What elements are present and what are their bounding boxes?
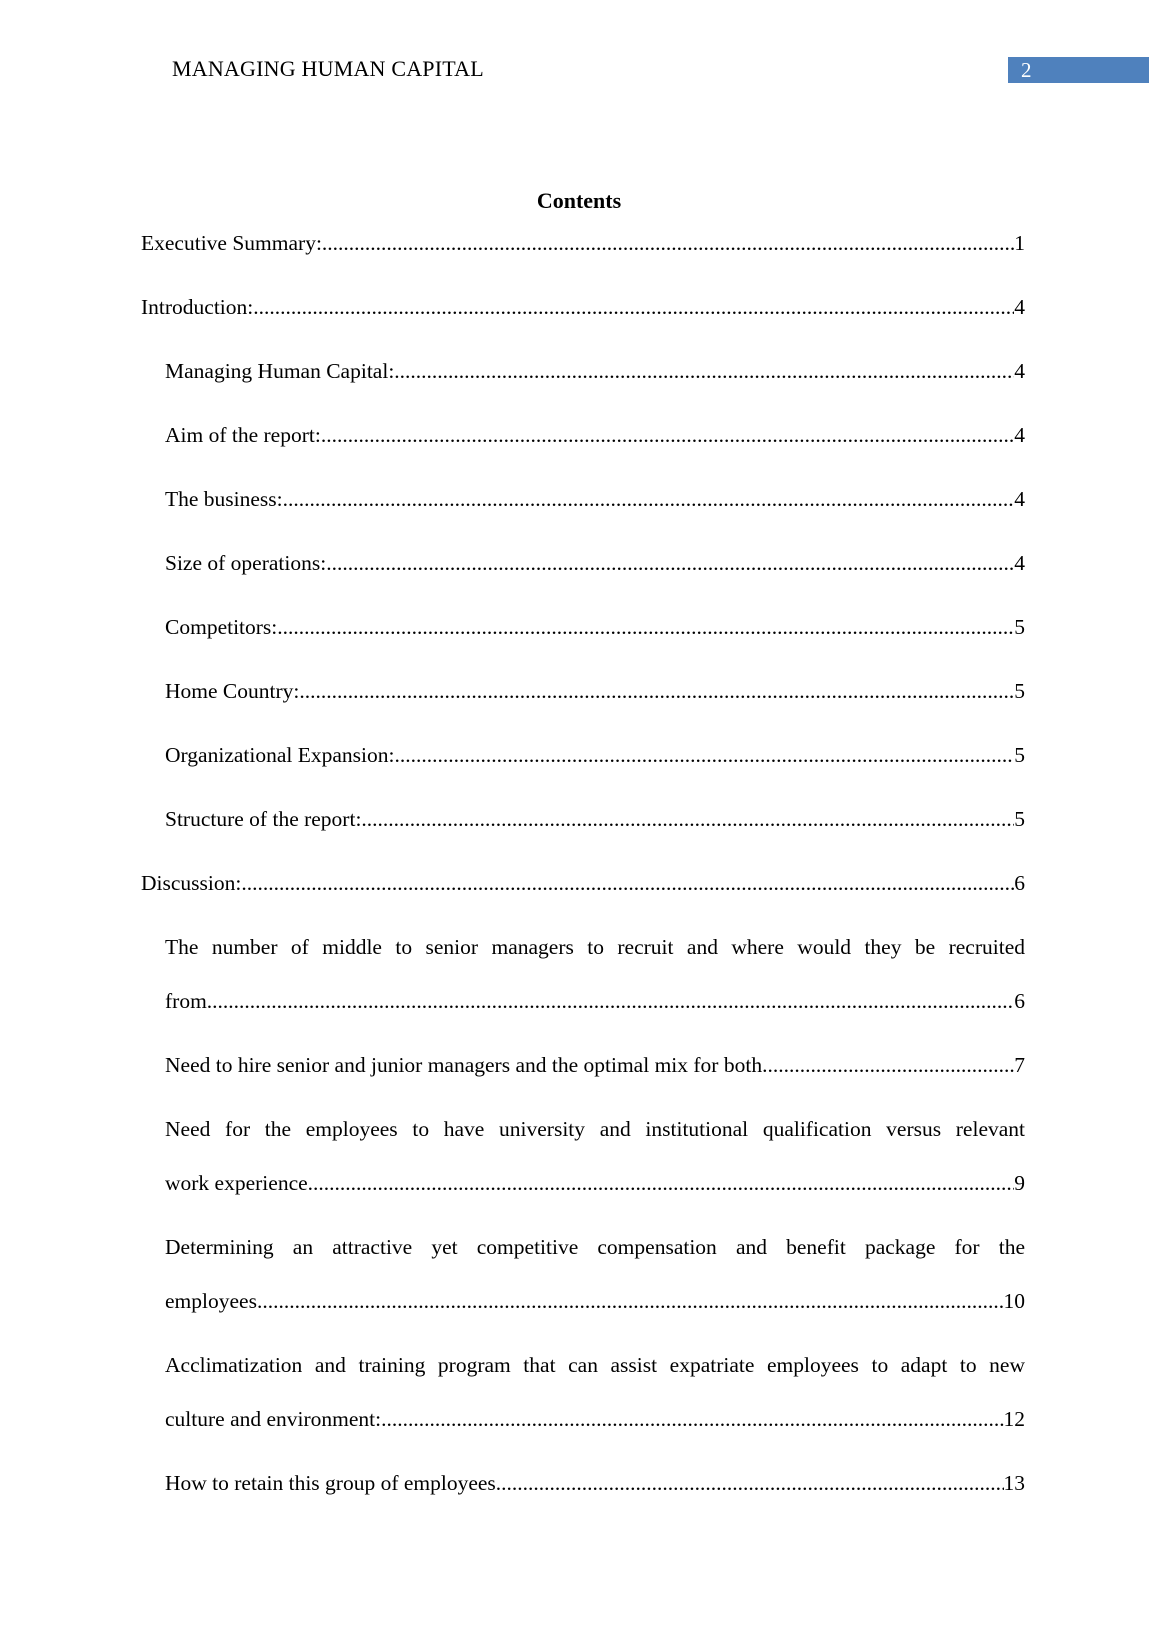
toc-page-number: 5 (1014, 615, 1025, 639)
toc-leader-dots (321, 408, 1014, 462)
toc-entry-label-line1: Acclimatization and training program that can assist expatriate employees to adapt to new (165, 1353, 1025, 1377)
toc-entry-acclimatization-training[interactable] (165, 1338, 1025, 1446)
toc-page-number: 4 (1014, 295, 1025, 319)
toc-heading: Contents (536, 188, 622, 213)
toc-page-number: 7 (1014, 1053, 1025, 1077)
running-header-title: MANAGING HUMAN CAPITAL (172, 56, 484, 81)
toc-entry-label-line2: from (165, 989, 207, 1013)
toc-entry-label: Structure of the report: (165, 807, 362, 831)
toc-entry-label-line2: work experience (165, 1171, 308, 1195)
toc-entry-the-business[interactable] (165, 472, 1025, 526)
toc-leader-dots (253, 280, 1014, 334)
toc-entry-aim-of-report[interactable] (165, 408, 1025, 462)
toc-entry-retain-employees[interactable] (165, 1456, 1025, 1510)
toc-entry-executive-summary[interactable] (141, 216, 1025, 270)
toc-leader-dots (762, 1038, 1014, 1092)
toc-entry-senior-junior-mix[interactable] (165, 1038, 1025, 1092)
toc-page-number: 10 (1003, 1289, 1025, 1313)
toc-entry-competitors[interactable] (165, 600, 1025, 654)
toc-entry-label: Competitors: (165, 615, 278, 639)
toc-entry-label: Executive Summary: (141, 231, 322, 255)
toc-entry-label: Aim of the report: (165, 423, 321, 447)
toc-leader-dots (322, 216, 1014, 270)
toc-page-number: 6 (1014, 989, 1025, 1013)
toc-entry-label: Size of operations: (165, 551, 327, 575)
toc-entry-discussion[interactable] (141, 856, 1025, 910)
toc-entry-label: How to retain this group of employees (165, 1471, 496, 1495)
toc-page-number: 13 (1003, 1471, 1025, 1495)
toc-entry-organizational-expansion[interactable] (165, 728, 1025, 782)
toc-page-number: 4 (1014, 551, 1025, 575)
toc-entry-label: Need to hire senior and junior managers and the optimal mix for both (165, 1053, 763, 1077)
toc-entry-compensation-package[interactable] (165, 1220, 1025, 1328)
toc-entry-label: Home Country: (165, 679, 300, 703)
table-of-contents (141, 216, 1025, 1510)
toc-page-number: 9 (1014, 1171, 1025, 1195)
toc-entry-label: Introduction: (141, 295, 254, 319)
toc-entry-label-line1: The number of middle to senior managers to recruit and where would they be recruited (165, 935, 1025, 959)
toc-entry-label-line2: employees (165, 1289, 257, 1313)
toc-entry-label-line1: Determining an attractive yet competitive compensation and benefit package for the (165, 1235, 1025, 1259)
toc-leader-dots (361, 792, 1014, 846)
toc-leader-dots (277, 600, 1014, 654)
toc-entry-label: Organizational Expansion: (165, 743, 395, 767)
toc-entry-qualification-vs-experience[interactable] (165, 1102, 1025, 1210)
toc-leader-dots (308, 1156, 1015, 1210)
toc-entry-home-country[interactable] (165, 664, 1025, 718)
toc-entry-number-of-managers[interactable] (165, 920, 1025, 1028)
page-number-badge: 2 (1008, 57, 1149, 83)
toc-page-number: 4 (1014, 359, 1025, 383)
toc-page-number: 4 (1014, 423, 1025, 447)
toc-entry-label-line2: culture and environment: (165, 1407, 382, 1431)
toc-entry-size-of-operations[interactable] (165, 536, 1025, 590)
toc-page-number: 12 (1003, 1407, 1025, 1431)
toc-page-number: 5 (1014, 743, 1025, 767)
toc-leader-dots (381, 1392, 1003, 1446)
toc-page-number: 5 (1014, 807, 1025, 831)
toc-leader-dots (257, 1274, 1004, 1328)
toc-entry-label: Managing Human Capital: (165, 359, 395, 383)
toc-page-number: 4 (1014, 487, 1025, 511)
toc-leader-dots (326, 536, 1014, 590)
toc-entry-introduction[interactable] (141, 280, 1025, 334)
toc-page-number: 1 (1014, 231, 1025, 255)
toc-page-number: 5 (1014, 679, 1025, 703)
toc-leader-dots (496, 1456, 1004, 1510)
toc-entry-managing-human-capital[interactable] (165, 344, 1025, 398)
toc-entry-label: The business: (165, 487, 283, 511)
toc-leader-dots (394, 344, 1014, 398)
toc-page-number: 6 (1014, 871, 1025, 895)
toc-entry-label-line1: Need for the employees to have university and institutional qualification versus relevant (165, 1117, 1025, 1141)
toc-leader-dots (299, 664, 1014, 718)
toc-entry-structure-of-report[interactable] (165, 792, 1025, 846)
toc-entry-label: Discussion: (141, 871, 242, 895)
toc-leader-dots (241, 856, 1014, 910)
toc-leader-dots (207, 974, 1014, 1028)
toc-leader-dots (394, 728, 1014, 782)
toc-leader-dots (283, 472, 1015, 526)
